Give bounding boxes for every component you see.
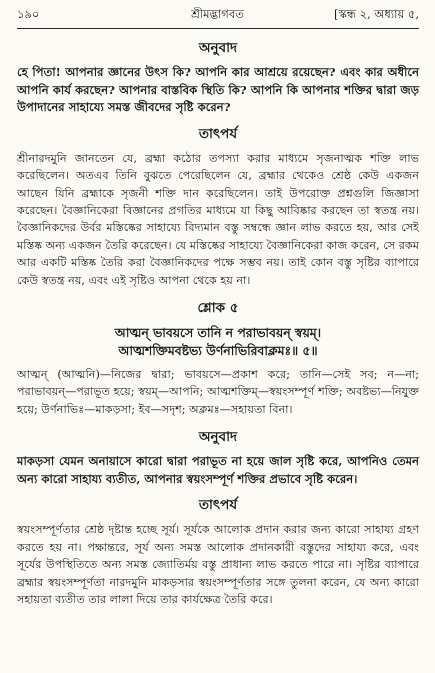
purport-2-heading: তাৎপর্য — [198, 497, 238, 514]
page-header — [17, 6, 419, 29]
purport-text: শ্রীনারদমুনি জানতেন যে, ব্রহ্মা কঠোর তপস্যা করার মাধ্যমে সৃজনাত্মক শক্তি লাভ করেছিলেন। অতএব তিনি বুঝতে পেরেছিলেন যে, ব্রহ্মার থেকেও শ্রেষ্ঠ কেউ একজন আছেন যিনি ব্রহ্মাকে সৃজনী শক্তি দান করেছিলেন। তাই উপরোক্ত প্রশ্নগুলি জিজ্ঞাসা করেছেন। বৈজ্ঞানিকেরা বিজ্ঞানের প্রগতির মাধ্যমে যা কিছু আবিষ্কার করছেন তা স্বতন্ত্র নয়। বৈজ্ঞানিকদের উর্বর মস্তিষ্কের সাহায্যে বিদ্যমান বস্তু সম্বন্ধে জ্ঞান লাভ করতে হয়, আর সেই মস্তিষ্ক অন্য একজন তৈরি করেছেন। যে মস্তিষ্কের সাহায্যে বৈজ্ঞানিকেরা কাজ করেন, সে রকম আর একটি মস্তিষ্ক তৈরি করা বৈজ্ঞানিকদের পক্ষে সম্ভব নয়। তাই কোন বস্তু সৃষ্টির ব্যাপারে কেউ স্বতন্ত্র নয়, এবং এই সৃষ্টিও আপনা থেকে হয় না। — [17, 151, 419, 287]
purport-heading: তাৎপর্য — [198, 125, 238, 142]
translation-heading: অনুবাদ — [198, 40, 238, 56]
translation-2-heading: অনুবাদ — [198, 429, 238, 446]
verse-text — [17, 324, 419, 360]
verse-line-1: আত্মন্ ভাবয়সে তানি ন পরাভাবয়ন্ স্বয়ম্। — [114, 325, 322, 341]
synonyms-text: আত্মন্ (আত্মনি)—নিজের দ্বারা; ভাবয়সে—প্রকাশ করে; তানি—সেই সব; ন—না; পরাভাবয়ন্—পরাভূত হয়ে; স্বয়ম্—আপনি; আত্মশক্তিম্—স্বয়ংসম্পূর্ণ শক্তি; অবষ্টভ্য—নিযুক্ত হয়ে; উর্ণনাভিঃ—মাকড়সা; ইব—সদৃশ; অক্লমঃ—সহায়তা বিনা। — [17, 368, 419, 416]
book-title: শ্রীমদ্ভাগবত — [191, 7, 244, 21]
translation-text: হে পিতা! আপনার জ্ঞানের উৎস কি? আপনি কার আশ্রয়ে রয়েছেন? এবং কার অধীনে আপনি কার্য করছেন? আপনার বাস্তবিক স্থিতি কি? আপনি কি আপনার শক্তির দ্বারা জড় উপাদানের সাহায্যে সমস্ত জীবদের সৃষ্টি করেন? — [17, 65, 419, 115]
verse-line-2: আত্মশক্তিমবষ্টভ্য উর্ণনাভিরিবাক্লমঃ॥ ৫॥ — [118, 343, 318, 359]
page-number: ১৯০ — [17, 7, 40, 21]
chapter-reference: [স্কন্ধ ২, অধ্যায় ৫, — [334, 7, 419, 21]
verse-heading: শ্লোক ৫ — [197, 300, 239, 317]
purport-2-text: স্বয়ংসম্পূর্ণতার শ্রেষ্ঠ দৃষ্টান্ত হচ্ছে সূর্য। সূর্যকে আলোক প্রদান করার জন্য কারো সাহায্য গ্রহণ করতে হয় না। পক্ষান্তরে, সূর্য অন্য সমস্ত আলোক প্রদানকারী বস্তুদের সাহায্য করে, এবং সূর্যের উপস্থিতিতে অন্য সমস্ত জ্যোতির্ময় বস্তু প্রাধান্য লাভ করতে পারে না। সৃষ্টির ব্যাপারে ব্রহ্মার স্বয়ংসম্পূর্ণতা নারদমুনি মাকড়সার স্বয়ংসম্পূর্ণতার সঙ্গে তুলনা করেন, যে অন্য কারো সহায়তা ব্যতীত তার লালা দিয়ে তার কার্যক্ষেত্র তৈরি করে। — [17, 523, 419, 607]
translation-2-text: মাকড়সা যেমন অনায়াসে কারো দ্বারা পরাভূত না হয়ে জাল সৃষ্টি করে, আপনিও তেমন অন্য কারো সাহায্য ব্যতীত, আপনার স্বয়ংসম্পূর্ণ শক্তির প্রভাবে সৃষ্টি করেন। — [17, 454, 419, 486]
